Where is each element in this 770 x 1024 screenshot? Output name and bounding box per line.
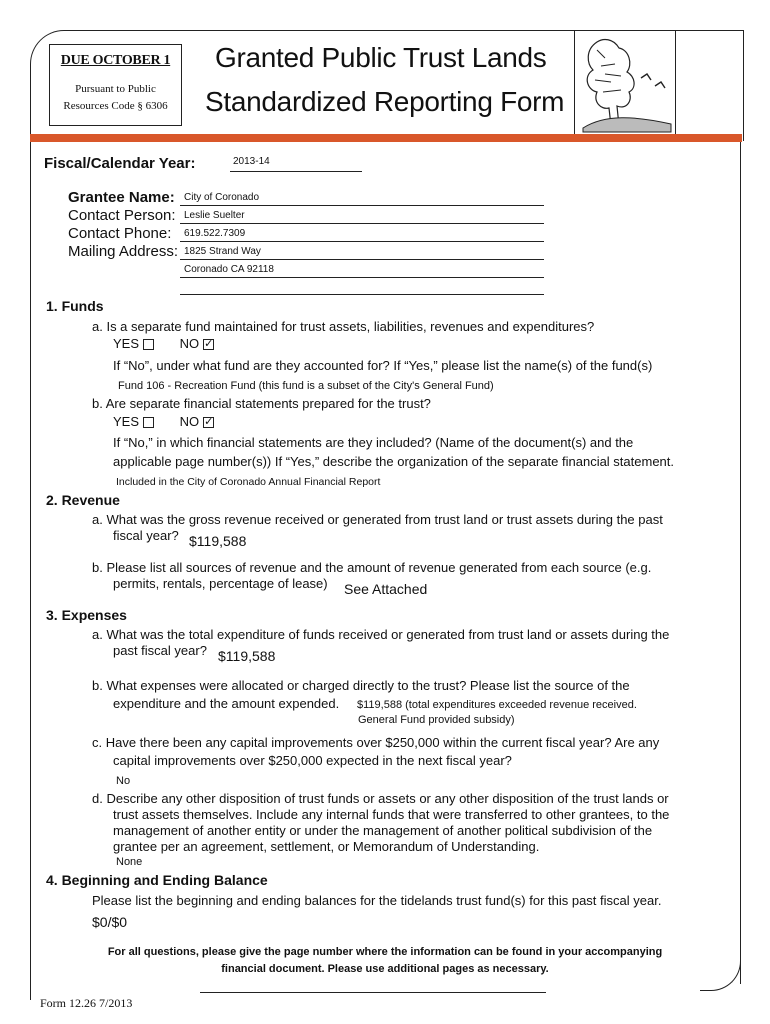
form-title-line-1: Granted Public Trust Lands	[215, 42, 547, 73]
due-date-box	[49, 44, 182, 126]
expenses-question-c-1: c. Have there been any capital improvements over $250,000 within the current fiscal year? Are any	[92, 735, 660, 750]
expenses-question-d-3: management of another entity or under the management of another political subdivision of the	[113, 823, 653, 838]
funds-a-no-checkbox[interactable]	[203, 339, 214, 350]
footer-note-line-2: financial document. Please use additional pages as necessary.	[221, 963, 549, 975]
funds-b-followup-1: If “No,” in which financial statements are they included? (Name of the document(s) and the	[113, 435, 634, 450]
revenue-question-a-2: fiscal year?	[113, 528, 179, 543]
mailing-address-label: Mailing Address:	[68, 243, 179, 260]
expenses-b-answer-2[interactable]: General Fund provided subsidy)	[358, 714, 515, 726]
contact-person-line	[180, 223, 544, 224]
form-frame-right	[740, 140, 741, 984]
grantee-name-label: Grantee Name:	[68, 189, 175, 206]
funds-b-yes-checkbox[interactable]	[143, 417, 154, 428]
revenue-b-answer[interactable]: See Attached	[344, 581, 428, 597]
expenses-question-b-1: b. What expenses were allocated or charged directly to the trust? Please list the source of the	[92, 678, 630, 693]
fiscal-year-underline	[230, 171, 362, 172]
funds-question-a: a. Is a separate fund maintained for trust assets, liabilities, revenues and expenditures?	[92, 319, 595, 334]
expenses-question-d-4: grantee per an agreement, settlement, or Memorandum of Understanding.	[113, 839, 540, 854]
funds-a-followup: If “No”, under what fund are they accounted for? If “Yes,” please list the name(s) of the fund(s)	[113, 358, 653, 373]
contact-phone-line	[180, 241, 544, 242]
funds-b-yes-label: YES	[113, 414, 140, 429]
section-funds-title: 1. Funds	[46, 298, 104, 314]
expenses-question-d-1: d. Describe any other disposition of trust funds or assets or any other disposition of the trust lands or	[92, 791, 669, 806]
revenue-question-b-1: b. Please list all sources of revenue and the amount of revenue generated from each source (e.g.	[92, 560, 652, 575]
expenses-question-b-2: expenditure and the amount expended.	[113, 696, 340, 711]
balance-question: Please list the beginning and ending balances for the tidelands trust fund(s) for this past fiscal year.	[92, 893, 662, 908]
grantee-name-value[interactable]: City of Coronado	[184, 192, 260, 203]
expenses-question-a-1: a. What was the total expenditure of funds received or generated from trust land or assets during the	[92, 627, 670, 642]
expenses-d-answer[interactable]: None	[116, 856, 143, 868]
funds-a-yes-checkbox[interactable]	[143, 339, 154, 350]
expenses-c-answer[interactable]: No	[116, 775, 131, 787]
revenue-question-a-1: a. What was the gross revenue received or generated from trust land or trust assets during the past	[92, 512, 663, 527]
funds-a-no-label: NO	[179, 336, 200, 351]
funds-b-followup-2: applicable page number(s)) If “Yes,” describe the organization of the separate financial statement.	[113, 454, 675, 469]
section-balance-title: 4. Beginning and Ending Balance	[46, 872, 268, 888]
mailing-address-line-2[interactable]: Coronado CA 92118	[184, 264, 274, 275]
mailing-address-underline-2	[180, 277, 544, 278]
funds-a-answer[interactable]: Fund 106 - Recreation Fund (this fund is a subset of the City's General Fund)	[118, 380, 494, 392]
mailing-address-underline-3	[180, 294, 544, 295]
contact-person-value[interactable]: Leslie Suelter	[184, 210, 245, 221]
expenses-question-d-2: trust assets themselves. Include any internal funds that were transferred to other grantees, to the	[113, 807, 670, 822]
contact-phone-value[interactable]: 619.522.7309	[184, 228, 246, 239]
header-accent-bar	[30, 134, 742, 142]
grantee-name-line	[180, 205, 544, 206]
expenses-a-answer[interactable]: $119,588	[218, 648, 276, 664]
contact-phone-label: Contact Phone:	[68, 225, 172, 242]
section-expenses-title: 3. Expenses	[46, 607, 127, 623]
funds-question-b: b. Are separate financial statements prepared for the trust?	[92, 396, 431, 411]
due-date-subtitle-1: Pursuant to Public	[75, 83, 156, 95]
due-date-subtitle-2: Resources Code § 6306	[63, 100, 168, 112]
due-date-title: DUE OCTOBER 1	[60, 53, 171, 68]
contact-person-label: Contact Person:	[68, 207, 176, 224]
mailing-address-underline-1	[180, 259, 544, 260]
revenue-question-b-2: permits, rentals, percentage of lease)	[113, 576, 328, 591]
form-title-line-2: Standardized Reporting Form	[205, 86, 565, 117]
section-revenue-title: 2. Revenue	[46, 492, 120, 508]
tree-icon	[575, 30, 675, 134]
footer-note-line-1: For all questions, please give the page number where the information can be found in your accompanying	[107, 946, 663, 958]
funds-a-yes-label: YES	[113, 336, 140, 351]
footer-divider	[200, 992, 546, 993]
funds-b-no-label: NO	[179, 414, 200, 429]
funds-b-options	[113, 413, 214, 430]
funds-b-answer[interactable]: Included in the City of Coronado Annual Financial Report	[116, 476, 381, 488]
form-frame-left	[30, 140, 31, 1000]
funds-b-no-checkbox[interactable]	[203, 417, 214, 428]
expenses-question-c-2: capital improvements over $250,000 expected in the next fiscal year?	[113, 753, 512, 768]
fiscal-year-label: Fiscal/Calendar Year:	[44, 155, 196, 172]
expenses-question-a-2: past fiscal year?	[113, 643, 207, 658]
form-id: Form 12.26 7/2013	[40, 996, 133, 1010]
mailing-address-line-1[interactable]: 1825 Strand Way	[184, 246, 261, 257]
expenses-b-answer-1[interactable]: $119,588 (total expenditures exceeded revenue received.	[357, 699, 637, 711]
tree-logo	[574, 30, 676, 134]
fiscal-year-value[interactable]: 2013-14	[233, 156, 270, 167]
revenue-a-answer[interactable]: $119,588	[189, 533, 247, 549]
balance-answer[interactable]: $0/$0	[92, 914, 128, 930]
funds-a-options	[113, 335, 214, 352]
